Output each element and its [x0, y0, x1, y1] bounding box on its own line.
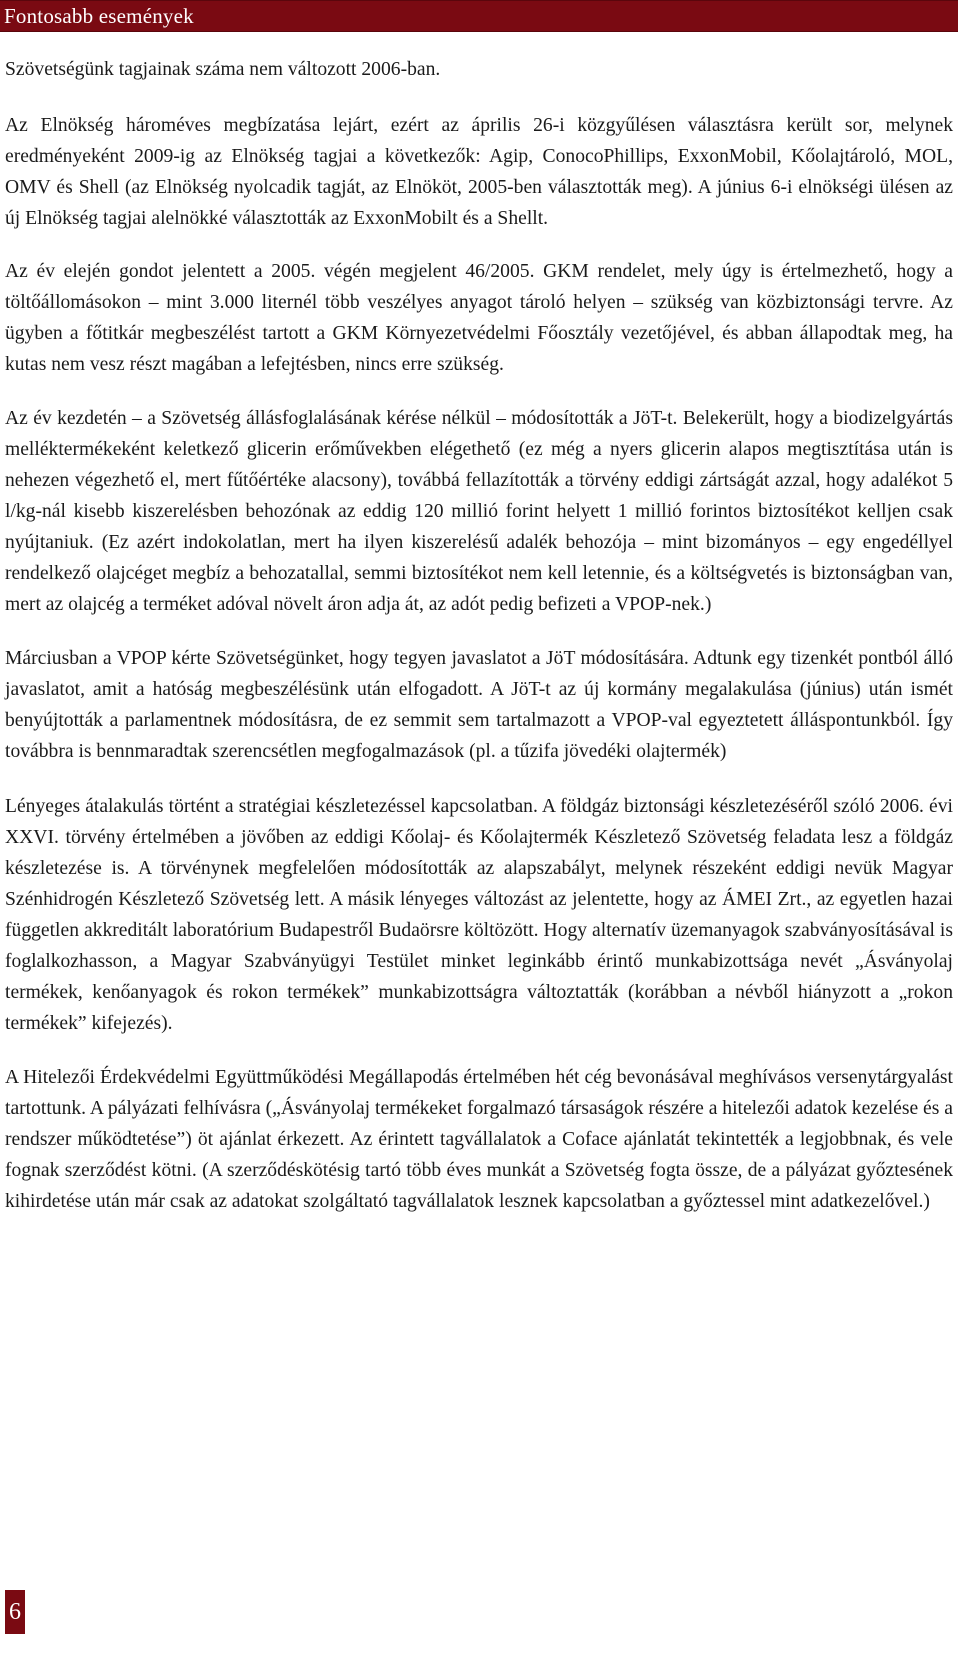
section-title: Fontosabb események [4, 4, 194, 28]
paragraph-vpop-proposal: Márciusban a VPOP kérte Szövetségünket, hogy tegyen javaslatot a JöT módosítására. Adtunk egy tizenkét pontból álló javaslatot, amit a hatóság megbeszélésünk után elfogadott. A JöT-t az új kormány megalakulása (június) után ismét benyújtották a parlamentnek módosításra, de ez semmit sem tartalmazott a VPOP-val egyeztetett álláspontunkból. Így továbbra is bennmaradtak szerencsétlen megfogalmazások (pl. a tűzifa jövedéki olajtermék) [5, 648, 953, 762]
paragraph-gkm-regulation: Az év elején gondot jelentett a 2005. végén megjelent 46/2005. GKM rendelet, mely úgy is értelmezhető, hogy a töltőállomásokon – mint 3.000 liternél több veszélyes anyagot tároló helyen – szükség van közbiztonsági tervre. Az ügyben a főtitkár megbeszélést tartott a GKM Környezetvédelmi Főosztály vezetőjével, és abban állapodtak meg, ha kutas nem vesz részt magában a lefejtésben, nincs erre szükség. [5, 261, 953, 375]
paragraph-creditor-agreement: A Hitelezői Érdekvédelmi Együttműködési Megállapodás értelmében hét cég bevonásával meghívásos versenytárgyalást tartottunk. A pályázati felhívásra („Ásványolaj termékeket forgalmazó társaságok részére a hitelezői adatok kezelése és a rendszer működtetése”) öt ajánlat érkezett. Az érintett tagvállalatok a Coface ajánlatát tekintették a legjobbnak, és vele fognak szerződést kötni. (A szerződéskötésig tartó több éves munkát a Szövetség fogta össze, de a pályázat győztesének kihirdetése után már csak az adatokat szolgáltató tagvállalatok lesznek kapcsolatban a győztessel mint adatkezelővel.) [5, 1067, 953, 1212]
paragraph-board-election: Az Elnökség hároméves megbízatása lejárt, ezért az április 26-i közgyűlésen választásra került sor, melynek eredményeként 2009-ig az Elnökség tagjai a következők: Agip, ConocoPhillips, ExxonMobil, Kőolajtároló, MOL, OMV és Shell (az Elnökség nyolcadik tagját, az Elnököt, 2005-ben választották meg). A június 6-i elnökségi ülésen az új Elnökség tagjai alelnökké választották az ExxonMobilt és a Shellt. [5, 115, 953, 229]
paragraph-jot-amendment: Az év kezdetén – a Szövetség állásfoglalásának kérése nélkül – módosították a JöT-t. Belekerült, hogy a biodizelgyártás melléktermékeként keletkező glicerin erőművekben elégethető (ez még a nyers glicerin alapos megtisztítása után is nehezen végezhető el, mert fűtőértéke alacsony), továbbá fellazították a törvény eddigi zártságát azzal, hogy adalékot 5 l/kg-nál kisebb kiszerelésben behozónak az eddig 120 millió forint helyett 1 millió forintos biztosítékot kelljen csak nyújtaniuk. (Ez azért indokolatlan, mert ha ilyen kiszerelésű adalék behozója – mint bizományos – egy engedéllyel rendelkező olajcéget megbíz a behozatallal, semmi biztosítékot nem kell letennie, és a költségvetés is biztonságban van, mert az olajcég a terméket adóval növelt áron adja át, az adót pedig befizeti a VPOP-nek.) [5, 408, 953, 615]
paragraph-membership: Szövetségünk tagjainak száma nem változott 2006-ban. [5, 59, 441, 80]
document-body [5, 54, 953, 1238]
page-number: 6 [5, 1590, 25, 1634]
paragraph-strategic-stocks: Lényeges átalakulás történt a stratégiai készletezéssel kapcsolatban. A földgáz biztonsági készletezéséről szóló 2006. évi XXVI. törvény értelmében a jövőben az eddigi Kőolaj- és Kőolajtermék Készletező Szövetség feladata lesz a földgáz készletezése is. A törvénynek megfelelően módosították az alapszabályt, melynek részeként eddigi nevük Magyar Szénhidrogén Készletező Szövetség lett. A másik lényeges változást az jelentette, hogy az ÁMEI Zrt., az egyetlen hazai független akkreditált laboratórium Budapestről Budaörsre költözött. Hogy alternatív üzemanyagok szabványosításával is foglalkozhasson, a Magyar Szabványügyi Testület minket leginkább érintő munkabizottsága nevét „Ásványolaj termékek, kenőanyagok és rokon termékek” munkabizottságra változtatták (korábban a névből hiányzott a „rokon termékek” kifejezés). [5, 796, 953, 1034]
section-header-bar [0, 0, 958, 32]
